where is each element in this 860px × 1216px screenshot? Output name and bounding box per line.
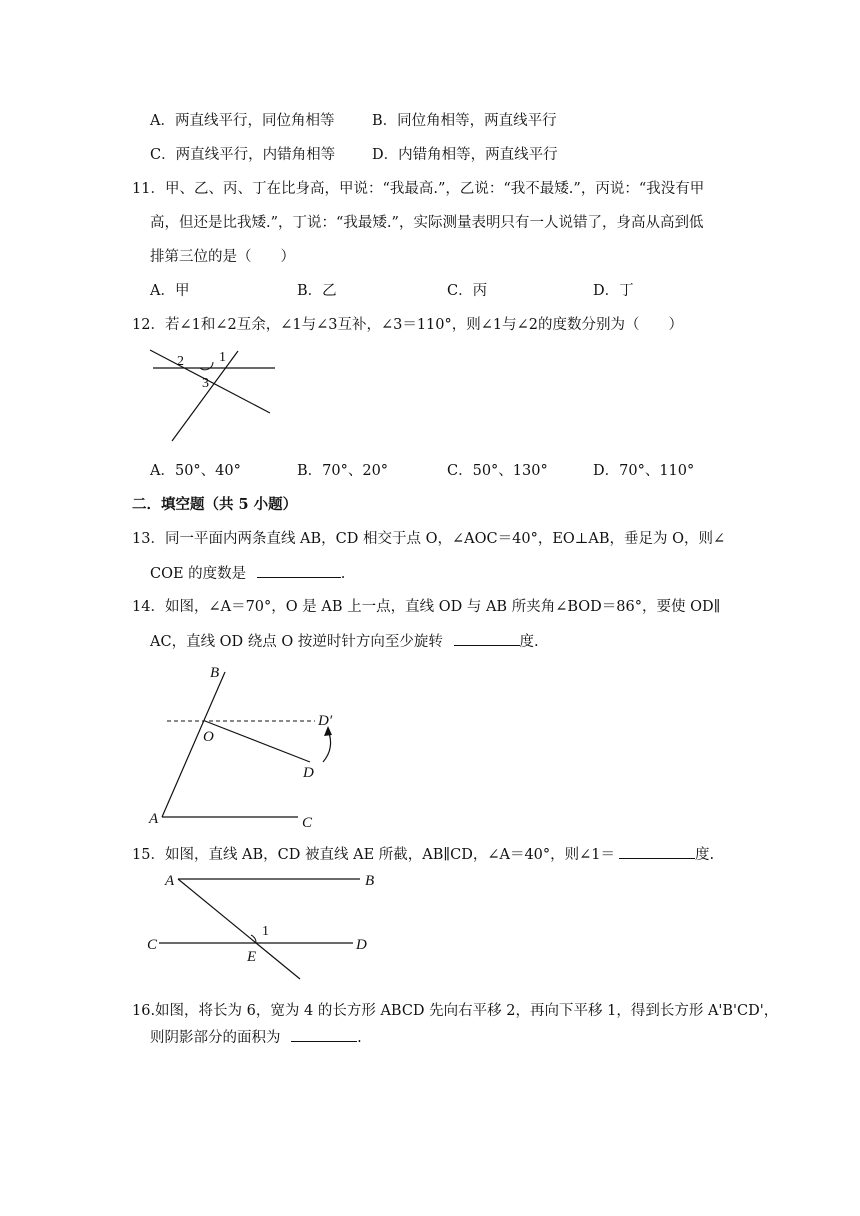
q11-option-b: B．乙	[297, 283, 337, 299]
q14-text-line1: 14．如图，∠A＝70°，O 是 AB 上一点，直线 OD 与 AB 所夹角∠BOD＝86°，要使 OD∥	[132, 599, 721, 615]
q14-text-line2-end: 度.	[519, 634, 539, 650]
q16-text-line2-end: .	[357, 1030, 362, 1046]
q14-point-b-label: B	[210, 665, 220, 681]
q15-text-start: 15．如图，直线 AB，CD 被直线 AE 所截，AB∥CD，∠A＝40°，则∠1＝	[132, 847, 616, 863]
q10-option-b: B．同位角相等，两直线平行	[372, 113, 557, 129]
q12-angle-1-label: 1	[219, 350, 226, 365]
q11-text-line2: 高，但还是比我矮.”，丁说：“我最矮.”，实际测量表明只有一人说错了，身高从高到低	[150, 215, 704, 231]
q15-point-e-label: E	[247, 949, 257, 965]
q14-point-d-label: D	[303, 765, 314, 781]
q14-point-o-label: O	[203, 729, 214, 745]
q16-text-line2-start: 则阴影部分的面积为	[150, 1030, 281, 1046]
q14-text-line2	[150, 631, 539, 652]
q12-option-c: C．50°、130°	[447, 463, 548, 479]
q11-text-line3: 排第三位的是（ ）	[150, 249, 295, 265]
q13-answer-blank[interactable]	[257, 563, 341, 578]
q16-answer-blank[interactable]	[291, 1027, 357, 1042]
q15-point-c-label: C	[147, 937, 158, 953]
q11-option-a: A．甲	[150, 283, 190, 299]
q14-text-line2-start: AC，直线 OD 绕点 O 按逆时针方向至少旋转	[150, 634, 443, 650]
q14-answer-blank[interactable]	[454, 631, 520, 646]
q12-option-b: B．70°、20°	[297, 463, 389, 479]
q12-angle-2-label: 2	[177, 354, 184, 369]
q13-text-line1: 13．同一平面内两条直线 AB，CD 相交于点 O，∠AOC＝40°，EO⊥AB，垂足为 O，则∠	[132, 531, 726, 547]
q13-text-line2-end: .	[340, 566, 346, 582]
q15-point-d-label: D	[356, 937, 367, 953]
q12-text: 12．若∠1和∠2互余，∠1与∠3互补，∠3＝110°，则∠1与∠2的度数分别为（ ）	[132, 317, 683, 333]
q13-text-line2-start: COE 的度数是	[150, 566, 247, 582]
q12-option-d: D．70°、110°	[593, 463, 695, 479]
q15-text-end: 度.	[695, 847, 715, 863]
q15-answer-blank[interactable]	[619, 844, 695, 859]
q14-point-c-label: C	[302, 815, 313, 831]
q14-figure	[145, 660, 345, 830]
q15-point-b-label: B	[365, 873, 375, 889]
q12-option-a: A．50°、40°	[150, 463, 241, 479]
q16-text-line1: 16.如图，将长为 6，宽为 4 的长方形 ABCD 先向右平移 2，再向下平移 1，得到长方形 A'B'CD'，	[132, 1003, 779, 1019]
q11-option-d: D．丁	[593, 283, 634, 299]
q12-angle-3-label: 3	[202, 376, 209, 391]
q11-option-c: C．丙	[447, 283, 488, 299]
q15-angle-1-label: 1	[262, 924, 269, 939]
q14-point-a-label: A	[149, 811, 159, 827]
q15-point-a-label: A	[165, 873, 175, 889]
q10-option-c: C．两直线平行，内错角相等	[150, 147, 336, 163]
section2-title: 二．填空题（共 5 小题）	[132, 496, 298, 513]
q15-figure	[145, 866, 385, 986]
q12-figure	[145, 345, 280, 445]
q10-option-d: D．内错角相等，两直线平行	[372, 147, 558, 163]
q13-text-line2	[150, 563, 345, 584]
q14-point-d-prime-label: D′	[318, 713, 333, 729]
q16-text-line2	[150, 1027, 362, 1048]
q15-text-line1	[132, 844, 714, 865]
q10-option-a: A．两直线平行，同位角相等	[150, 113, 335, 129]
q11-text-line1: 11．甲、乙、丙、丁在比身高，甲说：“我最高.”，乙说：“我不最矮.”，丙说：“我没有甲	[132, 181, 705, 197]
